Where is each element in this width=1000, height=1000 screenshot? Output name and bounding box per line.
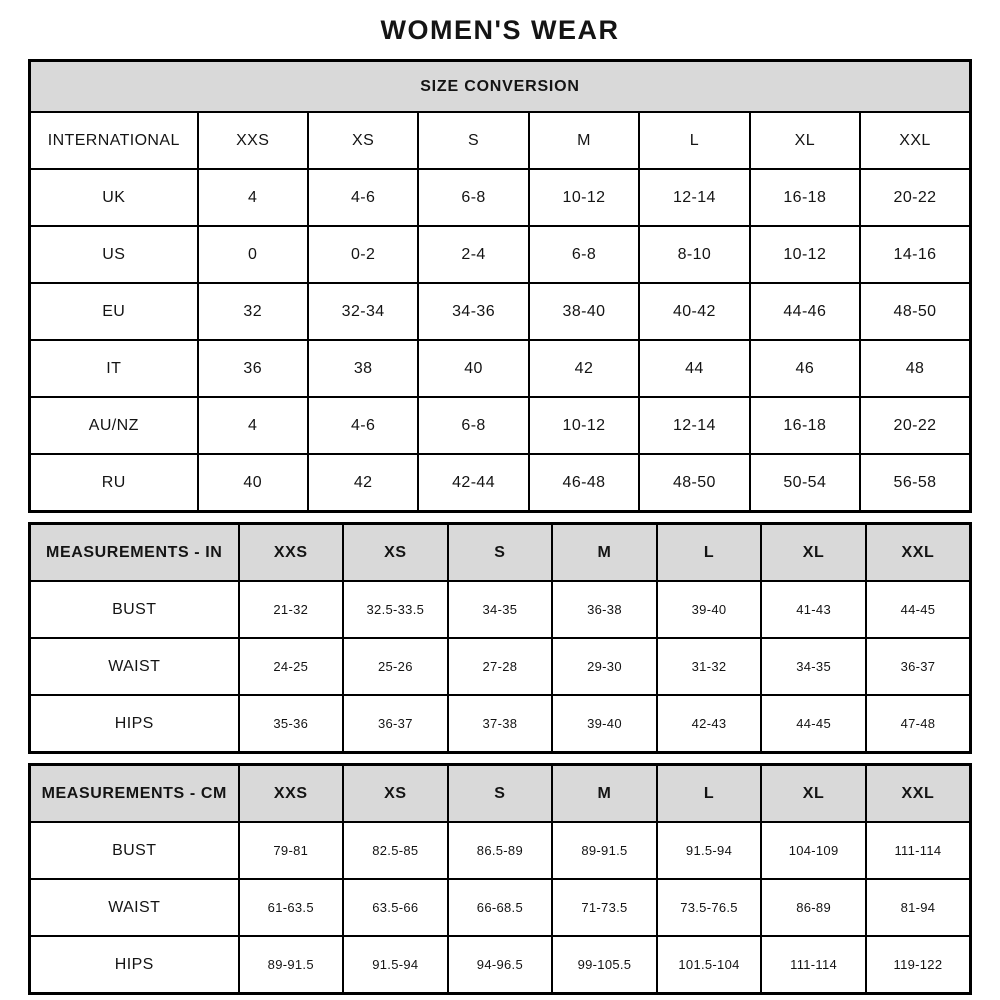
- row-label: UK: [30, 169, 198, 226]
- table-cell: 21-32: [239, 581, 344, 638]
- table-row-eu: [30, 283, 971, 340]
- table-cell: 46-48: [529, 454, 639, 512]
- table-cell: 8-10: [639, 226, 749, 283]
- column-header: M: [529, 112, 639, 169]
- row-label: US: [30, 226, 198, 283]
- table-cell: 86-89: [761, 879, 866, 936]
- column-header: XXS: [239, 524, 344, 582]
- table-cell: 39-40: [552, 695, 657, 753]
- table-row-hips-cm: [30, 936, 971, 994]
- column-header: L: [657, 765, 762, 823]
- row-label: IT: [30, 340, 198, 397]
- table-cell: 36-37: [866, 638, 971, 695]
- table-cell: 111-114: [761, 936, 866, 994]
- column-header: XL: [750, 112, 860, 169]
- column-header: S: [448, 524, 553, 582]
- table-row-bust-cm: [30, 822, 971, 879]
- table-cell: 48-50: [639, 454, 749, 512]
- table-cell: 48-50: [860, 283, 970, 340]
- table-cell: 12-14: [639, 397, 749, 454]
- table-cell: 42: [308, 454, 418, 512]
- table-cell: 111-114: [866, 822, 971, 879]
- measurements-cm-table: [28, 763, 972, 995]
- table-cell: 20-22: [860, 169, 970, 226]
- measurements-in-table: [28, 522, 972, 754]
- table-row-it: [30, 340, 971, 397]
- table-cell: 42-44: [418, 454, 528, 512]
- table-cell: 20-22: [860, 397, 970, 454]
- table-cell: 36: [198, 340, 308, 397]
- table-cell: 44-45: [866, 581, 971, 638]
- table-cell: 4-6: [308, 397, 418, 454]
- table-row-ru: [30, 454, 971, 512]
- table-cell: 40-42: [639, 283, 749, 340]
- table-banner-row: [30, 61, 971, 113]
- table-cell: 38: [308, 340, 418, 397]
- row-label: WAIST: [30, 879, 239, 936]
- table-cell: 79-81: [239, 822, 344, 879]
- row-label: BUST: [30, 822, 239, 879]
- column-header: XS: [343, 524, 448, 582]
- table-cell: 12-14: [639, 169, 749, 226]
- column-header: XS: [343, 765, 448, 823]
- measurements-in-header: MEASUREMENTS - IN: [30, 524, 239, 582]
- table-cell: 119-122: [866, 936, 971, 994]
- table-cell: 91.5-94: [657, 822, 762, 879]
- measurements-cm-header: MEASUREMENTS - CM: [30, 765, 239, 823]
- table-cell: 6-8: [418, 169, 528, 226]
- table-cell: 10-12: [750, 226, 860, 283]
- table-cell: 44: [639, 340, 749, 397]
- table-row-waist-cm: [30, 879, 971, 936]
- table-cell: 91.5-94: [343, 936, 448, 994]
- column-header: S: [448, 765, 553, 823]
- measurements-cm-header-row: [30, 765, 971, 823]
- table-cell: 32-34: [308, 283, 418, 340]
- table-cell: 4-6: [308, 169, 418, 226]
- table-cell: 0-2: [308, 226, 418, 283]
- table-cell: 6-8: [529, 226, 639, 283]
- row-label: BUST: [30, 581, 239, 638]
- table-cell: 71-73.5: [552, 879, 657, 936]
- size-conversion-table: [28, 59, 972, 513]
- table-cell: 47-48: [866, 695, 971, 753]
- column-header: XXS: [239, 765, 344, 823]
- table-cell: 2-4: [418, 226, 528, 283]
- table-cell: 10-12: [529, 169, 639, 226]
- row-label: WAIST: [30, 638, 239, 695]
- table-cell: 36-38: [552, 581, 657, 638]
- table-row-us: [30, 226, 971, 283]
- size-conversion-header: SIZE CONVERSION: [30, 61, 971, 113]
- table-cell: 40: [198, 454, 308, 512]
- table-cell: 14-16: [860, 226, 970, 283]
- table-cell: 89-91.5: [552, 822, 657, 879]
- table-cell: 36-37: [343, 695, 448, 753]
- table-cell: 37-38: [448, 695, 553, 753]
- table-cell: 42-43: [657, 695, 762, 753]
- table-cell: 16-18: [750, 397, 860, 454]
- table-cell: 99-105.5: [552, 936, 657, 994]
- table-cell: 25-26: [343, 638, 448, 695]
- column-header: M: [552, 524, 657, 582]
- table-cell: 42: [529, 340, 639, 397]
- table-cell: 46: [750, 340, 860, 397]
- table-cell: 35-36: [239, 695, 344, 753]
- table-cell: 82.5-85: [343, 822, 448, 879]
- row-label: RU: [30, 454, 198, 512]
- table-cell: 6-8: [418, 397, 528, 454]
- table-cell: 32: [198, 283, 308, 340]
- table-cell: 4: [198, 397, 308, 454]
- table-cell: 101.5-104: [657, 936, 762, 994]
- table-cell: 86.5-89: [448, 822, 553, 879]
- column-header: S: [418, 112, 528, 169]
- table-cell: 63.5-66: [343, 879, 448, 936]
- row-label: HIPS: [30, 936, 239, 994]
- table-cell: 48: [860, 340, 970, 397]
- table-cell: 16-18: [750, 169, 860, 226]
- table-row-waist-in: [30, 638, 971, 695]
- table-cell: 66-68.5: [448, 879, 553, 936]
- table-cell: 50-54: [750, 454, 860, 512]
- table-row-aunz: [30, 397, 971, 454]
- column-header: XS: [308, 112, 418, 169]
- table-cell: 31-32: [657, 638, 762, 695]
- table-cell: 41-43: [761, 581, 866, 638]
- table-cell: 94-96.5: [448, 936, 553, 994]
- row-label: AU/NZ: [30, 397, 198, 454]
- column-header-row: [30, 112, 971, 169]
- column-header: XXL: [866, 524, 971, 582]
- measurements-in-header-row: [30, 524, 971, 582]
- table-row-hips-in: [30, 695, 971, 753]
- table-cell: 61-63.5: [239, 879, 344, 936]
- table-cell: 29-30: [552, 638, 657, 695]
- column-header: L: [657, 524, 762, 582]
- column-header: XL: [761, 765, 866, 823]
- table-cell: 10-12: [529, 397, 639, 454]
- table-cell: 104-109: [761, 822, 866, 879]
- column-header: XXS: [198, 112, 308, 169]
- table-row-uk: [30, 169, 971, 226]
- table-cell: 34-36: [418, 283, 528, 340]
- row-label: HIPS: [30, 695, 239, 753]
- table-cell: 32.5-33.5: [343, 581, 448, 638]
- row-label: EU: [30, 283, 198, 340]
- table-cell: 40: [418, 340, 528, 397]
- column-header: XXL: [866, 765, 971, 823]
- table-cell: 0: [198, 226, 308, 283]
- column-header: INTERNATIONAL: [30, 112, 198, 169]
- table-row-bust-in: [30, 581, 971, 638]
- table-cell: 44-45: [761, 695, 866, 753]
- table-cell: 44-46: [750, 283, 860, 340]
- column-header: L: [639, 112, 749, 169]
- column-header: XXL: [860, 112, 970, 169]
- column-header: M: [552, 765, 657, 823]
- table-cell: 89-91.5: [239, 936, 344, 994]
- table-cell: 73.5-76.5: [657, 879, 762, 936]
- table-cell: 24-25: [239, 638, 344, 695]
- table-cell: 39-40: [657, 581, 762, 638]
- table-cell: 4: [198, 169, 308, 226]
- table-cell: 34-35: [761, 638, 866, 695]
- table-cell: 56-58: [860, 454, 970, 512]
- column-header: XL: [761, 524, 866, 582]
- table-cell: 38-40: [529, 283, 639, 340]
- table-cell: 81-94: [866, 879, 971, 936]
- table-cell: 27-28: [448, 638, 553, 695]
- page-title: WOMEN'S WEAR: [380, 15, 620, 45]
- table-cell: 34-35: [448, 581, 553, 638]
